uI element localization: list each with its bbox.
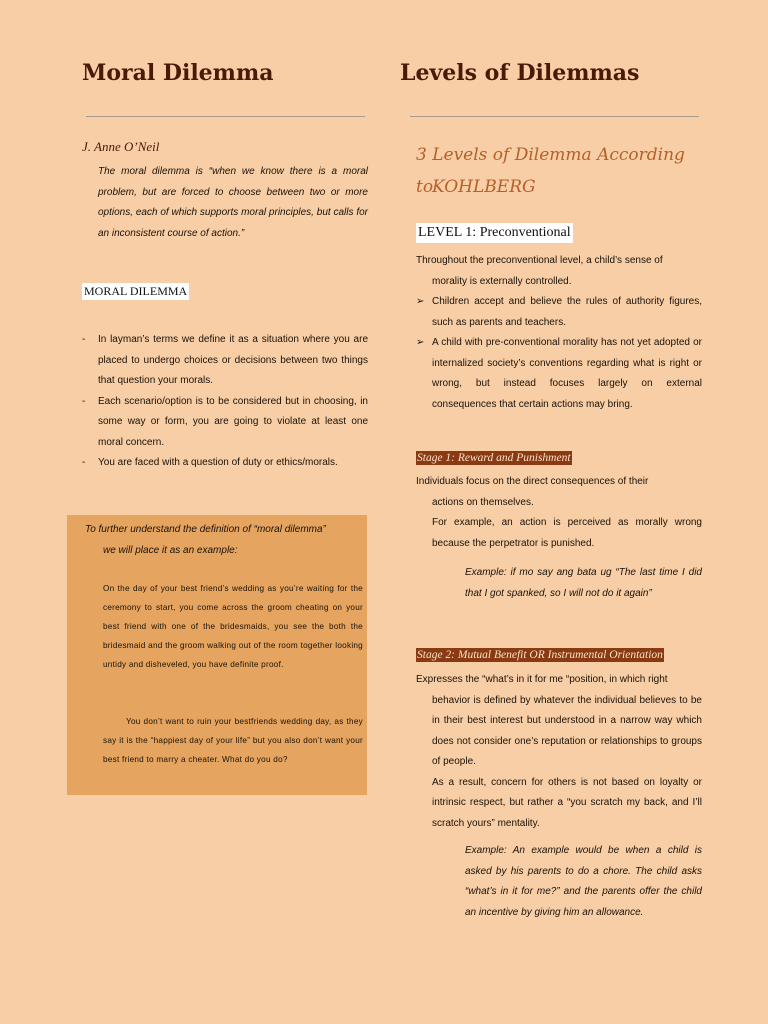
arrow-bullet-icon: ➢ — [416, 337, 425, 348]
example-paragraph-2: You don’t want to ruin your bestfriends wedding day, as they say it is the “happiest day of your life” but you also don’t want your best friend to marry a cheater. What do you do? — [103, 717, 363, 764]
level-1-label: LEVEL 1: Preconventional — [416, 223, 573, 243]
list-item: - In layman’s terms we define it as a situation where you are placed to undergo choices or decisions between two things that question your morals. — [82, 330, 368, 392]
example-paragraph-1: On the day of your best friend’s wedding as you’re waiting for the ceremony to start, you come across the groom cheating on your best friend with one of the bridesmaids, you see the both the bridesmaid and the groom walking out of the room together looking untidy and disheveled, you have definite proof. — [103, 584, 363, 669]
bullet-dash: - — [82, 395, 86, 407]
author-name: J. Anne O’Neil — [82, 139, 160, 154]
level-bullets — [416, 292, 702, 415]
page-title-levels-of-dilemmas: Levels of Dilemmas — [400, 60, 640, 86]
arrow-bullet-icon: ➢ — [416, 296, 425, 307]
stage-2-example: Example: An example would be when a child is asked by his parents to do a chore. The child asks “what’s in it for me?” and the parents offer the child an incentive by giving him an allowance. — [465, 845, 702, 918]
definition-bullets — [82, 330, 368, 474]
subtitle-line-1: 3 Levels of Dilemma According to — [416, 145, 685, 197]
level-intro: Throughout the preconventional level, a child’s sense of morality is externally controlled. — [416, 255, 663, 287]
stage-2-text: Expresses the “what’s in it for me “position, in which right behavior is defined by whatever the individual believes to be in their best interest but understood in a narrow way which does not consider one’s reputation or relationships to groups of people. As a result, concern for others is not based on loyalty or intrinsic respect, but rather a “you scratch my back, and I’ll scratch yours” mentality. — [416, 674, 702, 829]
title-divider-left — [86, 116, 365, 117]
stage-1-example: Example: if mo say ang bata ug “The last time I did that I got spanked, so I will not do it again” — [465, 567, 702, 599]
definition-quote: The moral dilemma is “when we know there is a moral problem, but are forced to choose between two or more options, each of which supports moral principles, but calls for an inconsistent course of action.” — [98, 166, 368, 239]
title-divider-right — [410, 116, 699, 117]
bullet-dash: - — [82, 334, 86, 345]
subtitle-line-2: KOHLBERG — [432, 177, 536, 197]
list-item: - Each scenario/option is to be considered but in choosing, in some way or form, you are going to violate at least one moral concern. — [82, 392, 368, 454]
stage-2-label: Stage 2: Mutual Benefit OR Instrumental Orientation — [417, 649, 663, 661]
page-title-moral-dilemma: Moral Dilemma — [82, 60, 274, 86]
list-item: - You are faced with a question of duty or ethics/morals. — [82, 453, 368, 474]
bullet-dash: - — [82, 457, 86, 468]
list-item: ➢ A child with pre-conventional morality has not yet adopted or internalized society’s conventions regarding what is right or wrong, but instead focuses largely on external consequences that certain actions may bring. — [416, 333, 702, 415]
list-item: ➢ Children accept and believe the rules of authority figures, such as parents and teachers. — [416, 292, 702, 333]
example-intro: To further understand the definition of “moral dilemma” we will place it as an example: — [85, 524, 326, 556]
section-label-moral-dilemma: MORAL DILEMMA — [84, 284, 188, 298]
stage-1-label: Stage 1: Reward and Punishment — [417, 452, 571, 464]
example-box — [67, 515, 367, 795]
stage-1-text: Individuals focus on the direct consequences of their actions on themselves. For example, an action is perceived as morally wrong because the perpetrator is punished. — [416, 476, 702, 549]
